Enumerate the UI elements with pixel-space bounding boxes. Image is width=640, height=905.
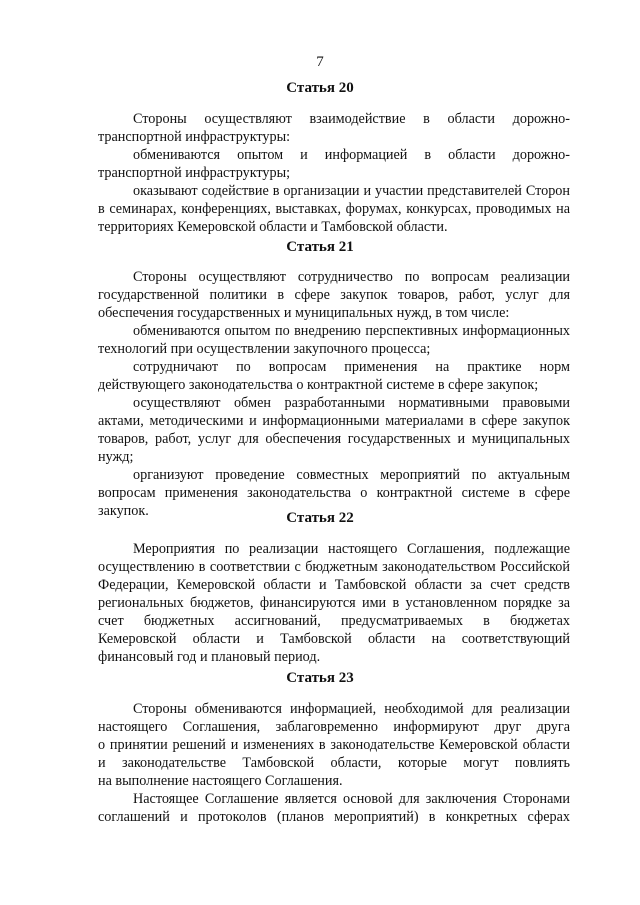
article-heading-21: Статья 21 bbox=[286, 239, 354, 255]
text-line: Кемеровской области и Тамбовской области на соответствующий bbox=[98, 631, 570, 647]
text-line: закупок. bbox=[98, 503, 149, 519]
text-line: Стороны обмениваются информацией, необходимой для реализации bbox=[133, 701, 570, 717]
text-line: государственной политики в сфере закупок товаров, работ, услуг для bbox=[98, 287, 570, 303]
article-heading-20: Статья 20 bbox=[286, 80, 354, 96]
page-number: 7 bbox=[316, 54, 324, 70]
text-line: региональных бюджетов, финансируются ими в установленном порядке за bbox=[98, 595, 570, 611]
text-line: осуществлению в соответствии с бюджетным законодательством Российской bbox=[98, 559, 570, 575]
text-line: о принятии решений и изменениях в законодательстве Кемеровской области bbox=[98, 737, 570, 753]
article-heading-22: Статья 22 bbox=[286, 510, 354, 526]
text-line: финансовый год и плановый период. bbox=[98, 649, 321, 665]
text-line: актами, методическими и информационными материалами в сфере закупок bbox=[98, 413, 570, 429]
text-line: обмениваются опытом по внедрению перспективных информационных bbox=[133, 323, 570, 339]
text-line: Мероприятия по реализации настоящего Соглашения, подлежащие bbox=[133, 541, 570, 557]
article-heading-23: Статья 23 bbox=[286, 670, 354, 686]
text-line: Стороны осуществляют взаимодействие в области дорожно- bbox=[133, 111, 570, 127]
text-line: нужд; bbox=[98, 449, 134, 465]
text-line: Настоящее Соглашение является основой для заключения Сторонами bbox=[133, 791, 570, 807]
text-line: Федерации, Кемеровской области и Тамбовской области за счет средств bbox=[98, 577, 570, 593]
text-line: оказывают содействие в организации и участии представителей Сторон bbox=[133, 183, 570, 199]
text-line: действующего законодательства о контрактной системе в сфере закупок; bbox=[98, 377, 539, 393]
text-line: счет бюджетных ассигнований, предусматриваемых в бюджетах bbox=[98, 613, 570, 629]
text-line: Стороны осуществляют сотрудничество по вопросам реализации bbox=[133, 269, 570, 285]
text-line: технологий при осуществлении закупочного процесса; bbox=[98, 341, 431, 357]
text-line: организуют проведение совместных мероприятий по актуальным bbox=[133, 467, 570, 483]
text-line: товаров, работ, услуг для обеспечения государственных и муниципальных bbox=[98, 431, 570, 447]
text-line: и законодательстве Тамбовской области, которые могут повлиять bbox=[98, 755, 570, 771]
text-line: соглашений и протоколов (планов мероприятий) в конкретных сферах bbox=[98, 809, 570, 825]
text-line: осуществляют обмен разработанными нормативными правовыми bbox=[133, 395, 570, 411]
text-line: обеспечения государственных и муниципальных нужд, в том числе: bbox=[98, 305, 510, 321]
text-line: сотрудничают по вопросам применения на практике норм bbox=[133, 359, 570, 375]
text-line: вопросам применения законодательства о контрактной системе в сфере bbox=[98, 485, 570, 501]
text-line: территориях Кемеровской области и Тамбовской области. bbox=[98, 219, 448, 235]
text-line: на выполнение настоящего Соглашения. bbox=[98, 773, 343, 789]
text-line: транспортной инфраструктуры: bbox=[98, 129, 291, 145]
text-line: обмениваются опытом и информацией в области дорожно- bbox=[133, 147, 570, 163]
text-line: в семинарах, конференциях, выставках, форумах, конкурсах, проводимых на bbox=[98, 201, 570, 217]
text-line: транспортной инфраструктуры; bbox=[98, 165, 291, 181]
text-line: настоящего Соглашения, заблаговременно информируют друг друга bbox=[98, 719, 570, 735]
